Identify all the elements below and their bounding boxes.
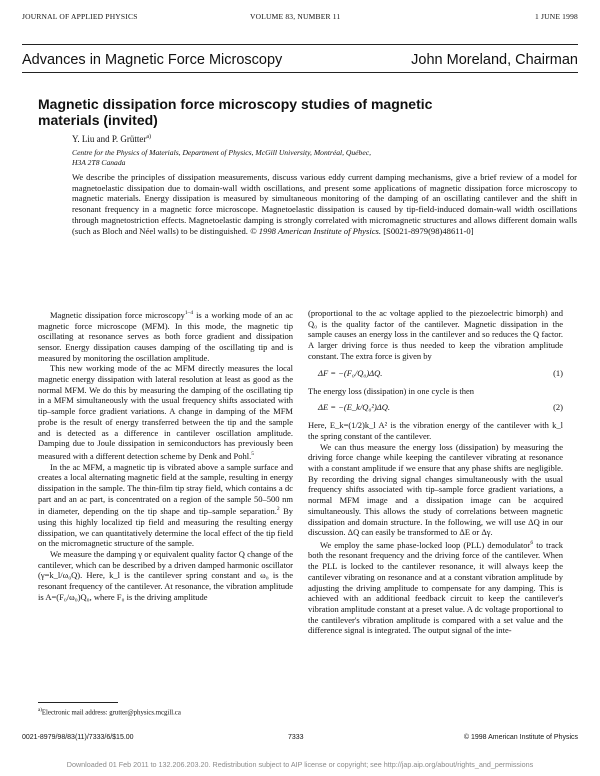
footnote: [38, 708, 181, 716]
right-p5-text-b: to track both the resonant frequency and the driving force of the cantilever. When the PLL is locked to the cantilever resonance, it will always keep the cantilever vibrating on resonance and at a constant vibration amplitude by adjusting the driving amplitude to compensate for any damping. This is achieved with an additional feedback circuit to keep the cantilever's vibration amplitude constant at a preset value. A dc voltage proportional to the cantilever's vibration amplitude is compared with a set value and the difference signal is integrated. The output signal of the inte-: [308, 539, 563, 636]
section-rule-top: [22, 44, 578, 45]
left-paragraph-2: [38, 363, 293, 461]
article-title: [38, 96, 508, 128]
right-paragraph-2: The energy loss (dissipation) in one cycle is then: [308, 385, 475, 396]
page-number: 7333: [288, 734, 304, 741]
section-rule-bottom: [22, 72, 578, 73]
abstract-text: We describe the principles of dissipation measurements, discuss various eddy current damping mechanisms, give a brief review of a model for magnetoelastic dissipation due to domain-wall width oscillations, and present some applications of magnetic dissipation force microscopy to magnetic materials. Energy dissipation is measured by simultaneous monitoring of the damping of an oscillating cantilever and the shift in resonant frequency in a magnetic force microscope. Magnetoelastic dissipation is caused by tip-field-induced domain-wall width oscillations through magnetostriction effects. Magnetoelastic damping is strongly correlated with micromagnetic structures and allows different domain walls (such as Bloch and Néel walls) to be distinguished.: [72, 172, 577, 236]
ref-1-4: 1–4: [184, 310, 194, 316]
ref-5: 5: [251, 450, 254, 457]
abstract: [72, 172, 577, 236]
title-line-1: Magnetic dissipation force microscopy studies of magnetic: [38, 96, 433, 112]
left-paragraph-4: We measure the damping γ or equivalent quality factor Q change of the cantilever, which can be described by a driven damped harmonic oscillator (γ=k_l/ω₀Q). Here, k_l is the cantilever spring constant and ω₀ is the resonant frequency of the cantilever. At resonance, the vibration amplitude is A=(F₀/ω₀)Q₀, where F₀ is the driving amplitude: [38, 548, 293, 602]
right-paragraph-5: [308, 538, 563, 636]
affiliation-line-1: Centre for the Physics of Materials, Department of Physics, McGill University, Montréal, Québec,: [72, 148, 371, 157]
footer-copyright: © 1998 American Institute of Physics: [463, 734, 578, 741]
equation-1-number: (1): [553, 367, 563, 378]
left-paragraph-3: [38, 462, 293, 549]
left-p3-text-a: In the ac MFM, a magnetic tip is vibrated above a sample surface and creates a local alternating magnetic field at the sample, resulting in energy dissipation in the sample. The thin-film tip stray field, which contains a dc part and an ac part, is concentrated on a region of the sample 50–500 nm in diameter, depending on the tip shape and tip–sample separation.: [38, 461, 293, 517]
footnote-text: Electronic mail address: grutter@physics.mcgill.ca: [41, 709, 181, 717]
affiliation: [72, 148, 512, 167]
ref-2: 2: [276, 506, 280, 513]
left-column: [38, 308, 293, 602]
equation-1: [308, 368, 563, 386]
footnote-rule: [38, 702, 118, 703]
author-names: Y. Liu and P. Grütter: [72, 134, 147, 144]
equation-2-body: ΔE = −(E_k/Q₀²)ΔQ.: [318, 402, 391, 413]
author-footnote-mark: a): [146, 134, 152, 140]
right-paragraph-1: (proportional to the ac voltage applied to the piezoelectric bimorph) and Q₀ is the quality factor of the cantilever. Magnetic dissipation in the sample causes an energy loss in the cantilever and so reduces the Q factor. A larger driving force is thus needed to keep the vibration amplitude constant. The extra force is given by: [308, 308, 563, 361]
left-p2-text: This new working mode of the ac MFM directly measures the local magnetic energy dissipation with lateral resolution at least as good as the normal MFM. We do this by measuring the damping of the oscillating tip in a MFM simultaneously with the usual frequency shifts associated with tip–sample force gradient variations. A change in damping of the MFM probe is the result of energy transferred between the tip and the sample and is detected as a difference in cantilever oscillation amplitude. Damping due to Joule dissipation in semiconductors has previously been measured with a different detection scheme by Denk and Pohl.: [38, 363, 293, 461]
abstract-copyright: © 1998 American Institute of Physics.: [250, 225, 382, 236]
volume-number: VOLUME 83, NUMBER 11: [250, 12, 341, 21]
right-column: [308, 308, 563, 636]
download-notice: Downloaded 01 Feb 2011 to 132.206.203.20. Redistribution subject to AIP license or copyright; see http://jap.aip.org/about/rights_and_permissions: [66, 760, 534, 769]
left-p1-text-b: is a working mode of an ac magnetic force microscope (MFM). In this mode, the magnetic tip oscillating at resonance serves as both force gradient and dissipation sensor. Energy dissipation causes damping of the oscillating tip and is measured by monitoring the oscillation amplitude.: [38, 309, 293, 363]
authors: [72, 134, 151, 144]
section-chair: John Moreland, Chairman: [411, 52, 578, 68]
abstract-pii: [S0021-8979(98)48611-0]: [383, 225, 474, 236]
ref-6: 6: [530, 539, 534, 546]
equation-2: [308, 402, 563, 420]
equation-2-number: (2): [553, 402, 563, 413]
left-p1-text-a: Magnetic dissipation force microscopy: [50, 309, 185, 320]
left-p3-text-b: By using this highly localized tip field and measuring the resulting energy dissipation, we can quantitatively determine the local effect of the tip field on the micromagnetic structure of the sample.: [38, 506, 294, 549]
footnote-mark: a): [38, 708, 42, 713]
affiliation-line-2: H3A 2T8 Canada: [72, 157, 126, 167]
right-p5-text-a: We employ the same phase-locked loop (PLL) demodulator: [320, 539, 531, 550]
equation-1-body: ΔF = −(F₀/Q₀)ΔQ.: [318, 367, 383, 378]
footer-code: 0021-8979/98/83(11)/7333/6/$15.00: [22, 734, 134, 741]
journal-name: JOURNAL OF APPLIED PHYSICS: [22, 12, 138, 21]
right-paragraph-3: Here, E_k=(1/2)k_l A² is the vibration energy of the cantilever with k_l the spring constant of the cantilever.: [308, 420, 563, 441]
issue-date: 1 JUNE 1998: [534, 12, 578, 21]
section-title: Advances in Magnetic Force Microscopy: [22, 52, 283, 68]
title-line-2: materials (invited): [38, 112, 158, 128]
left-paragraph-1: [38, 308, 293, 363]
right-paragraph-4: We can thus measure the energy loss (dissipation) by measuring the driving force change while keeping the cantilever vibrating at resonance with a constant amplitude if we ensure that any phase shifts are negligible. By recording the driving signal changes simultaneously with the usual frequency shifts associated with tip–sample force gradient variations, a normal MFM image and a dissipation image can be acquired simultaneously. This allows the study of correlations between magnetic dissipation and domain structure. In the following, we will use ΔQ in our discussion. ΔQ can easily be transformed to ΔE or Δγ.: [308, 441, 563, 538]
